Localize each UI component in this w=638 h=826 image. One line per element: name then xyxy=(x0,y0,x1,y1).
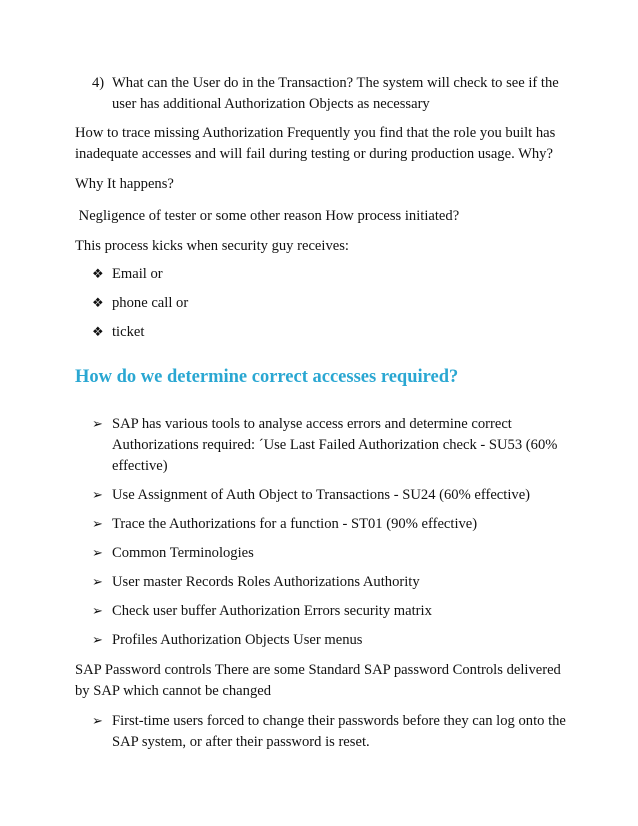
paragraph-process-kicks: This process kicks when security guy receives: xyxy=(75,238,349,254)
list-item xyxy=(92,572,572,593)
list-item-text: User master Records Roles Authorizations Authority xyxy=(112,574,420,590)
list-item-text: Email or xyxy=(112,266,163,282)
arrow-bullet-icon: ➢ xyxy=(92,604,103,619)
list-item xyxy=(92,293,572,314)
arrow-bullet-icon: ➢ xyxy=(92,488,103,503)
arrow-bullet-icon: ➢ xyxy=(92,417,103,432)
list-item xyxy=(92,630,572,651)
list-item xyxy=(92,514,572,535)
section-heading: How do we determine correct accesses required? xyxy=(75,367,459,387)
paragraph-trace-missing-authorization: How to trace missing Authorization Frequently you find that the role you built has inadequate accesses and will fail during testing or during production usage. Why? xyxy=(75,125,556,162)
arrow-bullet-icon: ➢ xyxy=(92,714,103,729)
paragraph-negligence: Negligence of tester or some other reason How process initiated? xyxy=(75,208,460,224)
list-item-text: Check user buffer Authorization Errors security matrix xyxy=(112,603,432,619)
numbered-item-4 xyxy=(92,73,572,115)
list-item-text: phone call or xyxy=(112,295,189,311)
list-item xyxy=(92,711,572,753)
arrow-bullet-icon: ➢ xyxy=(92,575,103,590)
diamond-bullet-icon: ❖ xyxy=(92,267,104,282)
diamond-bullet-icon: ❖ xyxy=(92,325,104,340)
list-item xyxy=(92,543,572,564)
list-item-text: SAP has various tools to analyse access errors and determine correct Authorizations required: ´Use Last Failed Authorization check - SU53 (60% effective) xyxy=(112,416,558,474)
arrow-bullet-icon: ➢ xyxy=(92,546,103,561)
list-item xyxy=(92,601,572,622)
arrow-bullet-icon: ➢ xyxy=(92,517,103,532)
list-item-text: First-time users forced to change their passwords before they can log onto the SAP system, or after their password is reset. xyxy=(112,713,566,750)
item-text: What can the User do in the Transaction? The system will check to see if the user has additional Authorization Objects as necessary xyxy=(112,75,559,112)
paragraph-password-controls: SAP Password controls There are some Standard SAP password Controls delivered by SAP which cannot be changed xyxy=(75,662,561,699)
list-item-text: ticket xyxy=(112,324,145,340)
list-item-text: Trace the Authorizations for a function - ST01 (90% effective) xyxy=(112,516,478,532)
arrow-bullet-icon: ➢ xyxy=(92,633,103,648)
list-item xyxy=(92,264,572,285)
list-item-text: Use Assignment of Auth Object to Transactions - SU24 (60% effective) xyxy=(112,487,531,503)
diamond-bullet-icon: ❖ xyxy=(92,296,104,311)
list-item xyxy=(92,414,572,477)
list-item-text: Profiles Authorization Objects User menus xyxy=(112,632,363,648)
list-item-text: Common Terminologies xyxy=(112,545,254,561)
list-item xyxy=(92,485,572,506)
paragraph-why-it-happens: Why It happens? xyxy=(75,176,174,192)
list-item xyxy=(92,322,572,343)
item-number: 4) xyxy=(92,75,105,91)
